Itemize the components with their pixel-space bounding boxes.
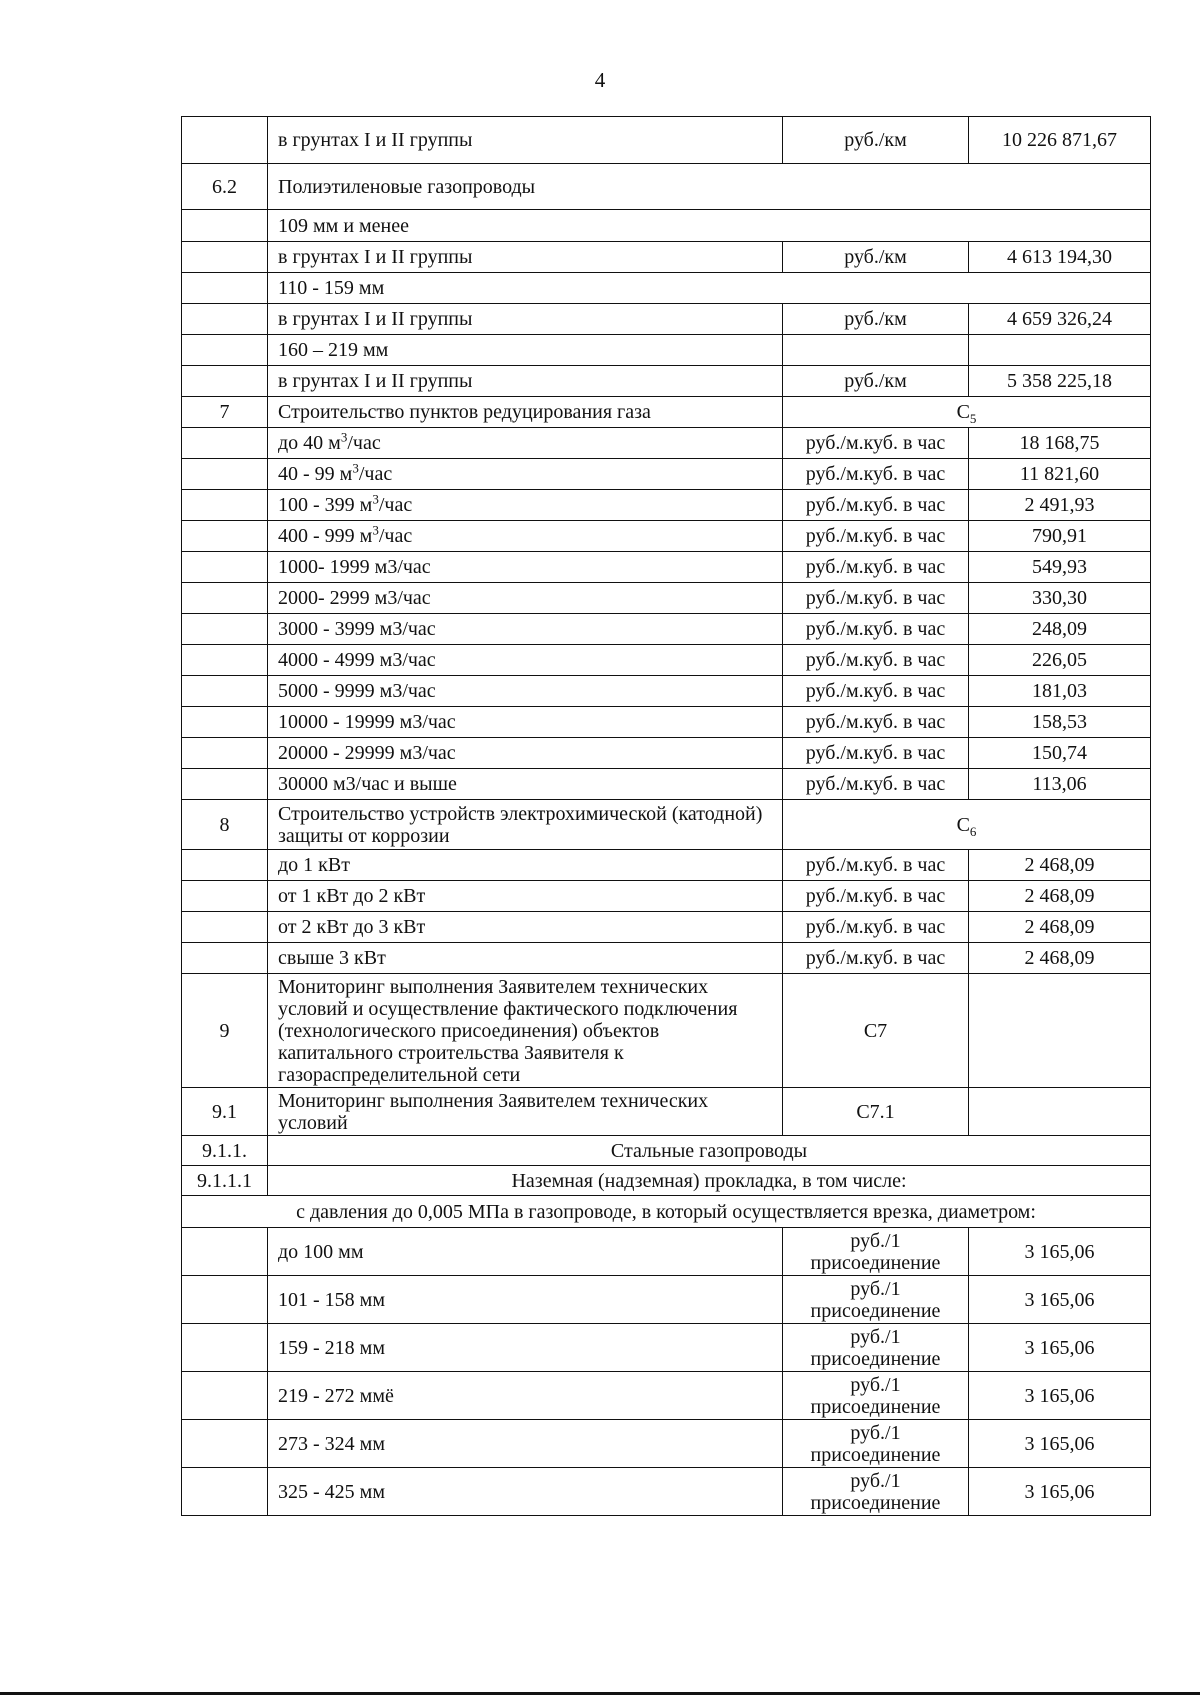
item-number-cell: [182, 1372, 268, 1420]
table-row: [182, 800, 1151, 850]
description-cell: Строительство пунктов редуцирования газа: [268, 397, 783, 428]
unit-cell: руб./км: [783, 304, 969, 335]
item-number-cell: [182, 583, 268, 614]
table-row: [182, 1196, 1151, 1228]
unit-cell: руб./м.куб. в час: [783, 645, 969, 676]
table-row: [182, 912, 1151, 943]
item-number-cell: [182, 676, 268, 707]
unit-cell: руб./м.куб. в час: [783, 614, 969, 645]
unit-cell: руб./1 присоединение: [783, 1276, 969, 1324]
unit-cell: руб./м.куб. в час: [783, 769, 969, 800]
value-cell: 790,91: [969, 521, 1151, 552]
description-cell: 5000 - 9999 м3/час: [268, 676, 783, 707]
description-cell: Полиэтиленовые газопроводы: [268, 164, 1151, 210]
description-cell: Строительство устройств электрохимической (катодной) защиты от коррозии: [268, 800, 783, 850]
description-cell: 4000 - 4999 м3/час: [268, 645, 783, 676]
value-cell: 3 165,06: [969, 1276, 1151, 1324]
description-cell: 10000 - 19999 м3/час: [268, 707, 783, 738]
value-cell: 4 613 194,30: [969, 242, 1151, 273]
code-cell: [783, 397, 1151, 428]
unit-cell: руб./км: [783, 117, 969, 164]
value-cell: 226,05: [969, 645, 1151, 676]
item-number-cell: [182, 707, 268, 738]
table-row: [182, 1088, 1151, 1136]
description-cell: 2000- 2999 м3/час: [268, 583, 783, 614]
description-cell: 273 - 324 мм: [268, 1420, 783, 1468]
table-row: [182, 366, 1151, 397]
unit-cell: руб./м.куб. в час: [783, 738, 969, 769]
description-superscript: 3: [352, 460, 359, 476]
table-row: [182, 428, 1151, 459]
value-cell: 3 165,06: [969, 1372, 1151, 1420]
item-number-cell: 9: [182, 974, 268, 1088]
table-row: [182, 242, 1151, 273]
item-number-cell: [182, 117, 268, 164]
unit-cell: руб./м.куб. в час: [783, 707, 969, 738]
table-row: [182, 1228, 1151, 1276]
description-cell: Стальные газопроводы: [268, 1136, 1151, 1166]
description-cell: 160 – 219 мм: [268, 335, 783, 366]
value-cell: 3 165,06: [969, 1324, 1151, 1372]
table-row: [182, 881, 1151, 912]
unit-cell: руб./км: [783, 366, 969, 397]
description-tail: /час: [358, 463, 393, 485]
item-number-cell: [182, 1420, 268, 1468]
table-row: [182, 1276, 1151, 1324]
item-number-cell: [182, 1228, 268, 1276]
table-row: [182, 974, 1151, 1088]
item-number-cell: [182, 552, 268, 583]
description-cell: 1000- 1999 м3/час: [268, 552, 783, 583]
value-cell: 5 358 225,18: [969, 366, 1151, 397]
value-cell: 158,53: [969, 707, 1151, 738]
description-cell: Мониторинг выполнения Заявителем технических условий: [268, 1088, 783, 1136]
description-cell: 20000 - 29999 м3/час: [268, 738, 783, 769]
unit-cell: руб./м.куб. в час: [783, 552, 969, 583]
description-cell: до 100 мм: [268, 1228, 783, 1276]
table-row: [182, 645, 1151, 676]
value-cell: [969, 974, 1151, 1088]
unit-cell: руб./м.куб. в час: [783, 490, 969, 521]
table-row: [182, 397, 1151, 428]
unit-cell: руб./м.куб. в час: [783, 912, 969, 943]
unit-cell: руб./1 присоединение: [783, 1228, 969, 1276]
description-text: 100 - 399 м: [278, 494, 373, 516]
description-cell: Наземная (надземная) прокладка, в том числе:: [268, 1166, 1151, 1196]
unit-cell: С7: [783, 974, 969, 1088]
item-number-cell: 7: [182, 397, 268, 428]
table-row: [182, 614, 1151, 645]
value-cell: 330,30: [969, 583, 1151, 614]
code-letter: С: [956, 813, 970, 836]
value-cell: 549,93: [969, 552, 1151, 583]
code-letter: С: [956, 401, 970, 423]
unit-cell: руб./1 присоединение: [783, 1324, 969, 1372]
description-tail: /час: [347, 432, 381, 454]
unit-cell: С7.1: [783, 1088, 969, 1136]
item-number-cell: [182, 273, 268, 304]
description-cell: [268, 490, 783, 521]
table-row: [182, 850, 1151, 881]
table-row: [182, 210, 1151, 242]
value-cell: 2 468,09: [969, 912, 1151, 943]
description-cell: [268, 521, 783, 552]
table-row: [182, 490, 1151, 521]
value-cell: 10 226 871,67: [969, 117, 1151, 164]
description-tail: /час: [378, 494, 413, 516]
description-cell: в грунтах I и II группы: [268, 117, 783, 164]
value-cell: 3 165,06: [969, 1468, 1151, 1516]
description-text: 400 - 999 м: [278, 525, 373, 547]
value-cell: [969, 1088, 1151, 1136]
item-number-cell: 9.1: [182, 1088, 268, 1136]
item-number-cell: [182, 850, 268, 881]
description-cell: от 1 кВт до 2 кВт: [268, 881, 783, 912]
value-cell: 3 165,06: [969, 1228, 1151, 1276]
table-row: [182, 335, 1151, 366]
table-row: [182, 117, 1151, 164]
unit-cell: руб./км: [783, 242, 969, 273]
description-cell: Мониторинг выполнения Заявителем технических условий и осуществление фактического подключения (технологического присоединения) объектов капитального строительства Заявителя к газораспределительной сети: [268, 974, 783, 1088]
item-number-cell: 6.2: [182, 164, 268, 210]
item-number-cell: [182, 335, 268, 366]
table-row: [182, 459, 1151, 490]
item-number-cell: [182, 943, 268, 974]
value-cell: [969, 335, 1151, 366]
section-caption-cell: с давления до 0,005 МПа в газопроводе, в который осуществляется врезка, диаметром:: [182, 1196, 1151, 1228]
description-cell: в грунтах I и II группы: [268, 242, 783, 273]
description-cell: до 1 кВт: [268, 850, 783, 881]
value-cell: 2 468,09: [969, 881, 1151, 912]
description-cell: 101 - 158 мм: [268, 1276, 783, 1324]
code-subscript: 5: [969, 411, 977, 426]
value-cell: 18 168,75: [969, 428, 1151, 459]
value-cell: 4 659 326,24: [969, 304, 1151, 335]
table-row: [182, 1136, 1151, 1166]
item-number-cell: [182, 769, 268, 800]
unit-cell: руб./м.куб. в час: [783, 428, 969, 459]
table-row: [182, 521, 1151, 552]
tariff-table-body: [182, 117, 1151, 1516]
item-number-cell: [182, 912, 268, 943]
table-row: [182, 943, 1151, 974]
table-row: [182, 1420, 1151, 1468]
value-cell: 2 491,93: [969, 490, 1151, 521]
code-subscript: 6: [969, 823, 977, 839]
table-row: [182, 769, 1151, 800]
description-cell: 325 - 425 мм: [268, 1468, 783, 1516]
description-superscript: 3: [340, 429, 348, 445]
description-cell: от 2 кВт до 3 кВт: [268, 912, 783, 943]
description-superscript: 3: [372, 491, 379, 507]
table-row: [182, 676, 1151, 707]
unit-cell: руб./1 присоединение: [783, 1372, 969, 1420]
description-text: до 40 м: [278, 432, 341, 454]
value-cell: 11 821,60: [969, 459, 1151, 490]
unit-cell: руб./м.куб. в час: [783, 521, 969, 552]
item-number-cell: [182, 521, 268, 552]
description-cell: 219 - 272 ммё: [268, 1372, 783, 1420]
value-cell: 113,06: [969, 769, 1151, 800]
unit-cell: руб./м.куб. в час: [783, 850, 969, 881]
item-number-cell: [182, 242, 268, 273]
value-cell: 3 165,06: [969, 1420, 1151, 1468]
description-cell: свыше 3 кВт: [268, 943, 783, 974]
item-number-cell: [182, 645, 268, 676]
description-tail: /час: [378, 525, 413, 547]
item-number-cell: [182, 459, 268, 490]
description-superscript: 3: [372, 522, 379, 538]
item-number-cell: 9.1.1.: [182, 1136, 268, 1166]
item-number-cell: [182, 490, 268, 521]
item-number-cell: 9.1.1.1: [182, 1166, 268, 1196]
unit-cell: [783, 335, 969, 366]
table-row: [182, 738, 1151, 769]
bottom-rule: [0, 1692, 1200, 1695]
description-cell: в грунтах I и II группы: [268, 366, 783, 397]
code-cell: [783, 800, 1151, 850]
item-number-cell: [182, 304, 268, 335]
value-cell: 181,03: [969, 676, 1151, 707]
description-cell: 30000 м3/час и выше: [268, 769, 783, 800]
table-row: [182, 1372, 1151, 1420]
table-row: [182, 583, 1151, 614]
unit-cell: руб./м.куб. в час: [783, 459, 969, 490]
item-number-cell: [182, 1468, 268, 1516]
item-number-cell: [182, 738, 268, 769]
item-number-cell: [182, 366, 268, 397]
unit-cell: руб./м.куб. в час: [783, 583, 969, 614]
description-cell: [268, 459, 783, 490]
description-cell: 110 - 159 мм: [268, 273, 1151, 304]
description-cell: 159 - 218 мм: [268, 1324, 783, 1372]
tariff-table: [181, 116, 1151, 1516]
table-row: [182, 1166, 1151, 1196]
item-number-cell: [182, 614, 268, 645]
item-number-cell: [182, 210, 268, 242]
description-cell: в грунтах I и II группы: [268, 304, 783, 335]
description-cell: 109 мм и менее: [268, 210, 1151, 242]
description-cell: [268, 428, 783, 459]
table-row: [182, 707, 1151, 738]
unit-cell: руб./м.куб. в час: [783, 881, 969, 912]
item-number-cell: [182, 1324, 268, 1372]
table-row: [182, 304, 1151, 335]
value-cell: 150,74: [969, 738, 1151, 769]
table-row: [182, 273, 1151, 304]
description-cell: 3000 - 3999 м3/час: [268, 614, 783, 645]
item-number-cell: [182, 428, 268, 459]
table-row: [182, 552, 1151, 583]
item-number-cell: 8: [182, 800, 268, 850]
unit-cell: руб./1 присоединение: [783, 1468, 969, 1516]
value-cell: 2 468,09: [969, 943, 1151, 974]
item-number-cell: [182, 1276, 268, 1324]
table-row: [182, 1468, 1151, 1516]
value-cell: 248,09: [969, 614, 1151, 645]
page-number: 4: [594, 68, 606, 92]
item-number-cell: [182, 881, 268, 912]
table-row: [182, 164, 1151, 210]
unit-cell: руб./м.куб. в час: [783, 676, 969, 707]
table-row: [182, 1324, 1151, 1372]
unit-cell: руб./м.куб. в час: [783, 943, 969, 974]
description-text: 40 - 99 м: [278, 463, 353, 485]
unit-cell: руб./1 присоединение: [783, 1420, 969, 1468]
value-cell: 2 468,09: [969, 850, 1151, 881]
